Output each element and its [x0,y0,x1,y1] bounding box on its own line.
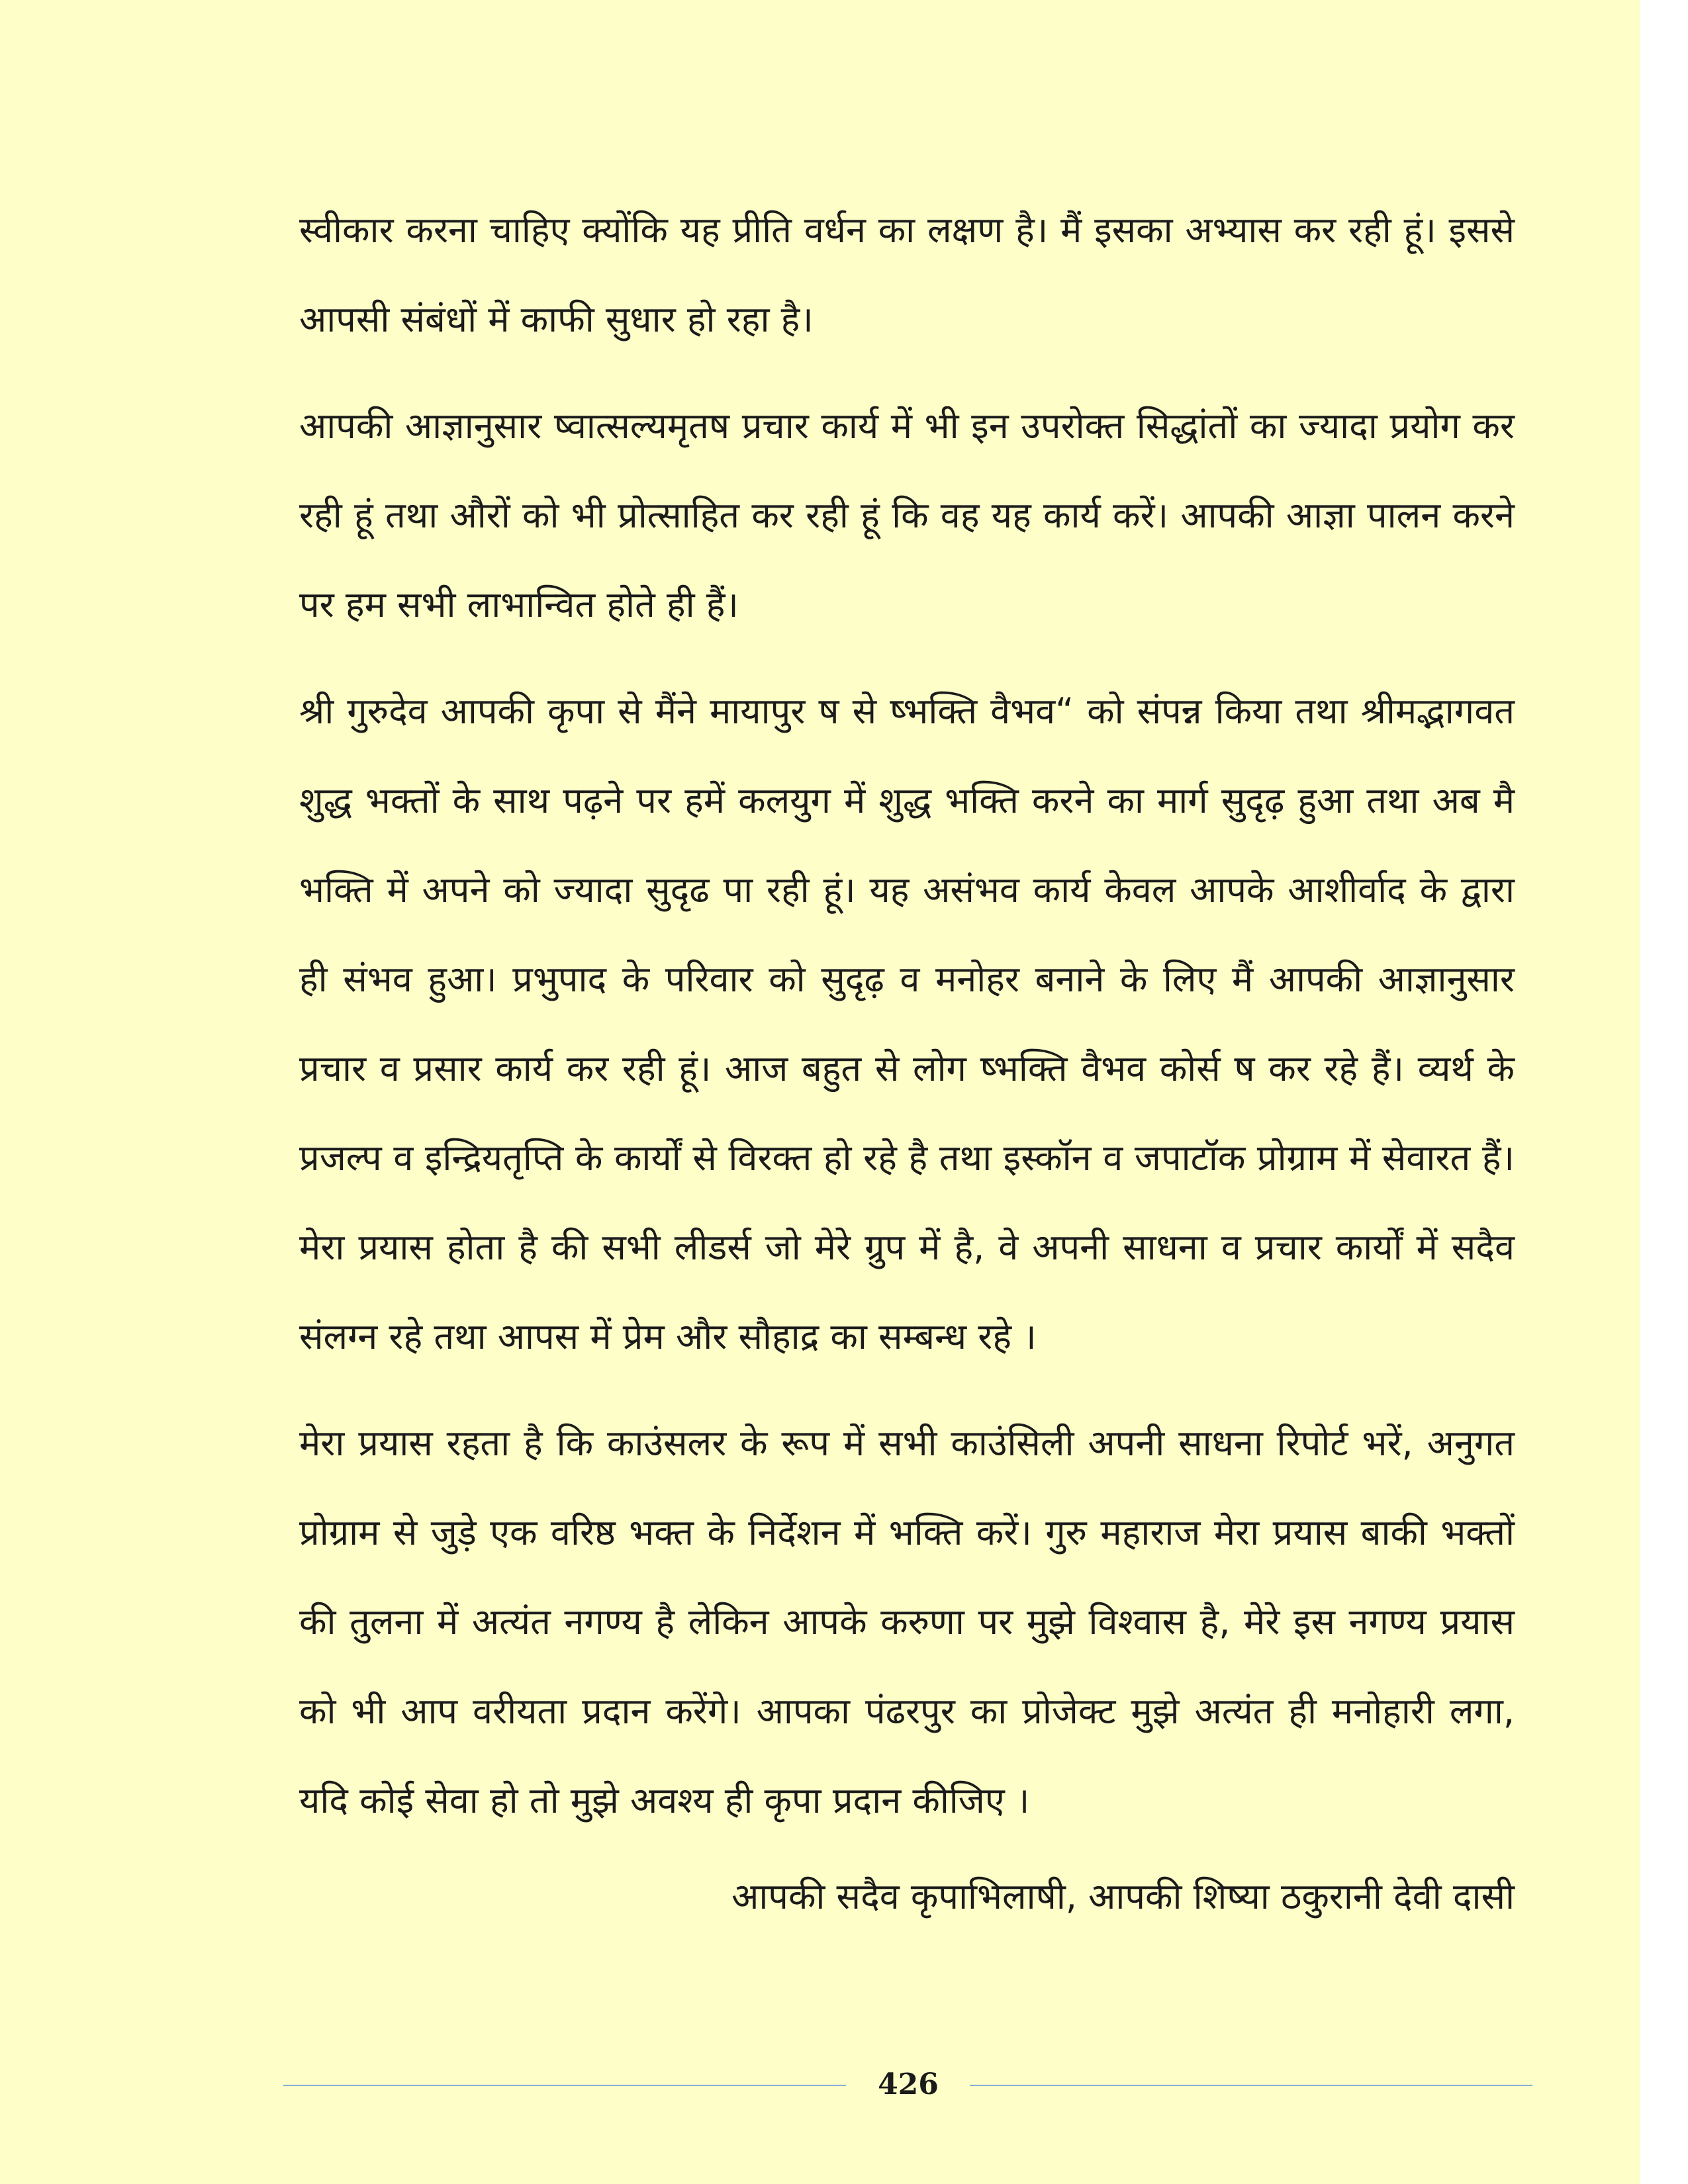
signature-line: आपकी सदैव कृपाभिलाषी, आपकी शिष्या ठकुरानी देवी दासी [731,1876,1515,1917]
paragraph-4: मेरा प्रयास रहता है कि काउंसलर के रूप में सभी काउंसिली अपनी साधना रिपोर्ट भरें, अनुगत प्रोग्राम से जुड़े एक वरिष्ठ भक्त के निर्देशन में भक्ति करें। गुरु महाराज मेरा प्रयास बाकी भक्तों की तुलना में अत्यंत नगण्य है लेकिन आपके करुणा पर मुझे विश्वास है, मेरे इस नगण्य प्रयास को भी आप वरीयता प्रदान करेंगे। आपका पंढरपुर का प्रोजेक्ट मुझे अत्यंत ही मनोहारी लगा, यदि कोई सेवा हो तो मुझे अवश्य ही कृपा प्रदान कीजिए । [299,1422,1515,1821]
footer-rule-left [283,2085,846,2086]
page-number: 426 [878,2068,939,2101]
letter-body [299,185,1515,1941]
paragraph-1: स्वीकार करना चाहिए क्योंकि यह प्रीति वर्धन का लक्षण है। मैं इसका अभ्यास कर रही हूं। इससे आपसी संबंधों में काफी सुधार हो रहा है। [299,209,1515,340]
footer-rule-right [970,2085,1532,2086]
paragraph-3: श्री गुरुदेव आपकी कृपा से मैंने मायापुर ष से ष्भक्ति वैभव“ को संपन्न किया तथा श्रीमद्भागवत शुद्ध भक्तों के साथ पढ़ने पर हमें कलयुग में शुद्ध भक्ति करने का मार्ग सुदृढ़ हुआ तथा अब मै भक्ति में अपने को ज्यादा सुदृढ पा रही हूं। यह असंभव कार्य केवल आपके आशीर्वाद के द्वारा ही संभव हुआ। प्रभुपाद के परिवार को सुदृढ़ व मनोहर बनाने के लिए मैं आपकी आज्ञानुसार प्रचार व प्रसार कार्य कर रही हूं। आज बहुत से लोग ष्भक्ति वैभव कोर्स ष कर रहे हैं। व्यर्थ के प्रजल्प व इन्द्रियतृप्ति के कार्यों से विरक्त हो रहे है तथा इस्कॉन व जपाटॉक प्रोग्राम में सेवारत हैं। मेरा प्रयास होता है की सभी लीडर्स जो मेरे ग्रुप में है, वे अपनी साधना व प्रचार कार्यों में सदैव संलग्न रहे तथा आपस में प्रेम और सौहाद्र का सम्बन्ध रहे । [299,690,1515,1357]
paragraph-2: आपकी आज्ञानुसार ष्वात्सल्यमृतष प्रचार कार्य में भी इन उपरोक्त सिद्धांतों का ज्यादा प्रयोग कर रही हूं तथा औरों को भी प्रोत्साहित कर रही हूं कि वह यह कार्य करें। आपकी आज्ञा पालन करने पर हम सभी लाभान्वित होते ही हैं। [299,405,1515,625]
